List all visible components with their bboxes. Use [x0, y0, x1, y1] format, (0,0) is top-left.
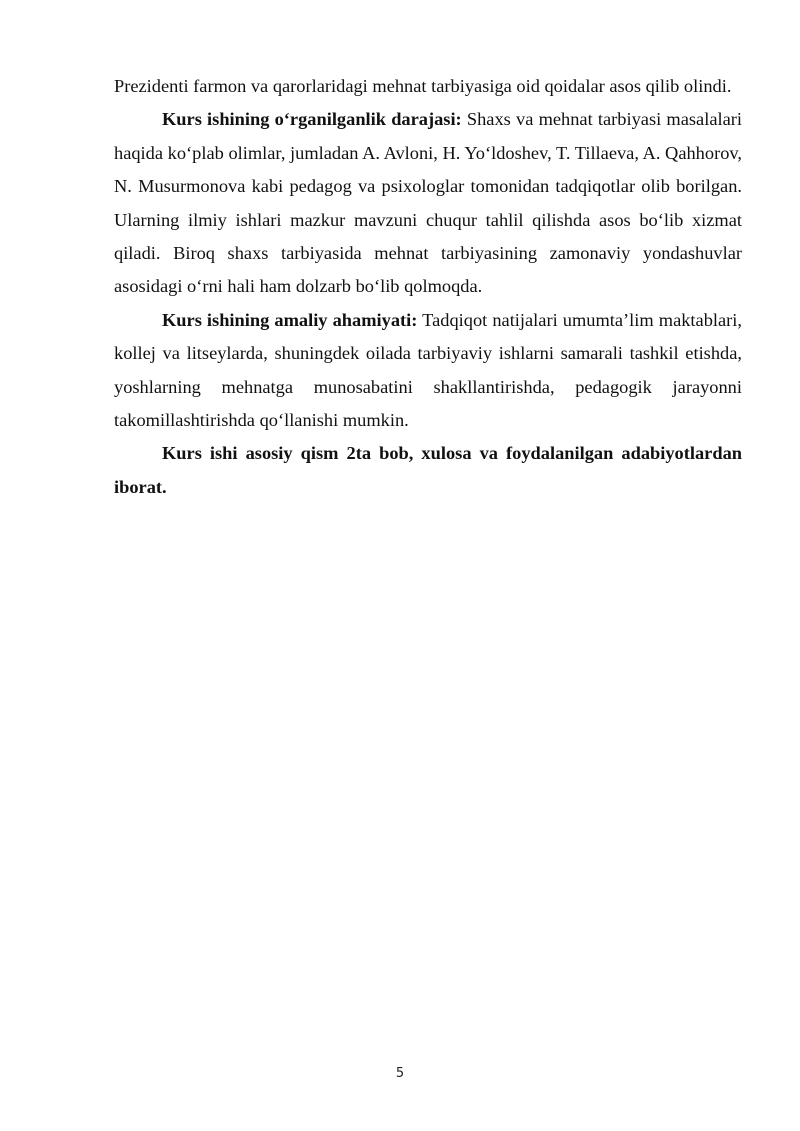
paragraph-structure	[114, 437, 742, 504]
paragraph-practical-significance	[114, 304, 742, 438]
paragraph-continuation	[114, 70, 742, 103]
paragraph-heading: Kurs ishining o‘rganilganlik darajasi:	[162, 109, 462, 130]
paragraph-text: Prezidenti farmon va qarorlaridagi mehnat tarbiyasiga oid qoidalar asos qilib olindi.	[114, 76, 732, 96]
paragraph-text: Shaxs va mehnat tarbiyasi masalalari haqida ko‘plab olimlar, jumladan A. Avloni, H. Yo‘ldoshev, T. Tillaeva, A. Qahhorov, N. Musurmonova kabi pedagog va psixologlar tomonidan tadqiqotlar olib borilgan. Ularning ilmiy ishlari mazkur mavzuni chuqur tahlil qilishda asos bo‘lib xizmat qiladi. Biroq shaxs tarbiyasida mehnat tarbiyasining zamonaviy yondashuvlar asosidagi o‘rni hali ham dolzarb bo‘lib qolmoqda.	[114, 109, 742, 297]
paragraph-heading: Kurs ishi asosiy qism 2ta bob, xulosa va foydalanilgan adabiyotlardan iborat.	[114, 443, 742, 497]
page-number: 5	[395, 1066, 405, 1081]
paragraph-text: Tadqiqot natijalari umumta’lim maktablari, kollej va litseylarda, shuningdek oilada tarbiyaviy ishlarni samarali tashkil etishda, yoshlarning mehnatga munosabatini shakllantirishda, pedagogik jarayonni takomillashtirishda qo‘llanishi mumkin.	[114, 309, 742, 431]
document-page	[114, 70, 742, 504]
paragraph-research-level	[114, 103, 742, 303]
paragraph-heading: Kurs ishining amaliy ahamiyati:	[162, 309, 418, 330]
